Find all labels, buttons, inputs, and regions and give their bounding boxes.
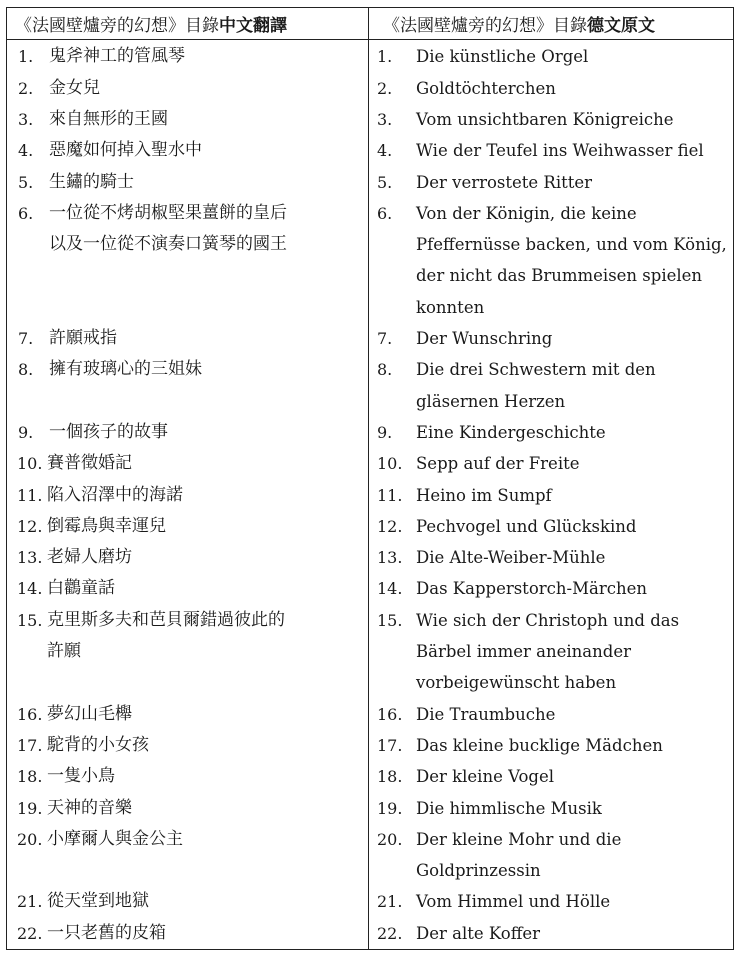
chinese-entry-title xyxy=(47,918,166,949)
table-header-row xyxy=(7,8,733,40)
german-entry xyxy=(369,417,733,448)
chinese-entry xyxy=(7,104,368,135)
chinese-entry-number: 10. xyxy=(17,454,43,474)
german-entry xyxy=(369,761,733,792)
german-entry-number: 11. xyxy=(377,485,403,505)
table-body-row xyxy=(7,40,733,949)
german-entry-title xyxy=(416,511,636,542)
german-entry-title xyxy=(416,448,580,479)
chinese-title-line: 倒霉鳥與幸運兒 xyxy=(47,515,166,536)
chinese-entry xyxy=(7,542,368,573)
chinese-title-line: 天神的音樂 xyxy=(47,797,132,818)
chinese-title-line: 一隻小鳥 xyxy=(47,766,115,787)
chinese-title-line: 一只老舊的皮箱 xyxy=(47,922,166,943)
german-entry-number: 6. xyxy=(377,203,393,223)
chinese-entry xyxy=(7,511,368,542)
german-entry xyxy=(369,793,733,824)
chinese-entry-title xyxy=(49,198,287,261)
german-title-line: Die drei Schwestern mit den xyxy=(416,360,656,380)
german-entry-title xyxy=(416,793,602,824)
german-entry-number: 5. xyxy=(377,172,393,192)
german-entry-number: 10. xyxy=(377,454,403,474)
german-title-line: Pfeffernüsse backen, und vom König, xyxy=(416,235,727,255)
chinese-entry-number: 12. xyxy=(17,516,43,536)
chinese-title-line: 一個孩子的故事 xyxy=(49,421,168,442)
chinese-entry-number: 13. xyxy=(17,548,43,568)
german-title-line: Eine Kindergeschichte xyxy=(416,422,606,442)
german-title-column xyxy=(369,40,733,949)
german-entry-number: 4. xyxy=(377,141,393,161)
german-entry-title xyxy=(416,542,605,573)
german-entry xyxy=(369,730,733,761)
chinese-entry-number: 15. xyxy=(17,610,43,630)
chinese-title-line: 克里斯多夫和芭貝爾錯過彼此的 xyxy=(47,609,285,630)
chinese-entry-title xyxy=(47,573,115,604)
german-entry-title xyxy=(416,354,656,417)
chinese-title-line: 許願 xyxy=(47,641,81,662)
german-entry xyxy=(369,41,733,72)
german-title-line: Die Traumbuche xyxy=(416,704,556,724)
german-entry-number: 13. xyxy=(377,548,403,568)
chinese-header-prefix: 《法國壁爐旁的幻想》目錄 xyxy=(15,16,219,37)
chinese-entry xyxy=(7,605,368,699)
chinese-entry xyxy=(7,793,368,824)
german-title-line: Von der Königin, die keine xyxy=(416,203,637,223)
german-entry xyxy=(369,104,733,135)
german-entry-number: 21. xyxy=(377,892,403,912)
german-title-line: Der Wunschring xyxy=(416,329,553,349)
chinese-entry-title xyxy=(49,167,134,198)
chinese-entry-title xyxy=(49,41,185,72)
german-entry xyxy=(369,323,733,354)
chinese-entry xyxy=(7,198,368,323)
chinese-header-bold: 中文翻譯 xyxy=(219,16,287,37)
chinese-entry xyxy=(7,480,368,511)
chinese-entry-number: 2. xyxy=(18,78,34,98)
chinese-entry xyxy=(7,448,368,479)
chinese-title-line: 一位從不烤胡椒堅果薑餅的皇后 xyxy=(49,202,287,223)
chinese-entry xyxy=(7,417,368,448)
chinese-title-line: 生鏽的騎士 xyxy=(49,171,134,192)
german-entry-title xyxy=(416,605,679,699)
german-entry-number: 17. xyxy=(377,735,403,755)
chinese-title-line: 陷入沼澤中的海諾 xyxy=(47,484,183,505)
chinese-entry-title xyxy=(47,793,132,824)
chinese-entry xyxy=(7,135,368,166)
german-entry-number: 1. xyxy=(377,47,393,67)
german-entry xyxy=(369,605,733,699)
german-entry xyxy=(369,542,733,573)
chinese-entry-title xyxy=(49,135,202,166)
german-entry-title xyxy=(416,918,540,949)
german-title-line: gläsernen Herzen xyxy=(416,391,566,411)
chinese-entry-number: 19. xyxy=(17,798,43,818)
german-entry-number: 8. xyxy=(377,360,393,380)
chinese-entry-number: 4. xyxy=(18,141,34,161)
chinese-entry-title xyxy=(47,480,183,511)
german-title-line: Der verrostete Ritter xyxy=(416,172,593,192)
german-entry xyxy=(369,354,733,417)
german-entry xyxy=(369,573,733,604)
german-entry-title xyxy=(416,135,704,166)
german-entry-title xyxy=(416,198,727,323)
chinese-entry-title xyxy=(47,699,132,730)
chinese-title-line: 小摩爾人與金公主 xyxy=(47,828,183,849)
german-entry-title xyxy=(416,323,552,354)
german-entry-number: 16. xyxy=(377,704,403,724)
german-entry xyxy=(369,480,733,511)
chinese-entry xyxy=(7,824,368,887)
chinese-title-column xyxy=(7,40,369,949)
german-title-line: Goldtöchterchen xyxy=(416,78,556,98)
german-title-line: Sepp auf der Freite xyxy=(416,454,580,474)
german-title-line: Goldprinzessin xyxy=(416,861,541,881)
chinese-entry-number: 5. xyxy=(18,172,34,192)
chinese-entry-number: 16. xyxy=(17,704,43,724)
chinese-entry xyxy=(7,573,368,604)
chinese-entry-title xyxy=(47,730,149,761)
chinese-title-line: 白鸛童話 xyxy=(47,578,115,599)
chinese-entry-title xyxy=(49,73,100,104)
german-entry xyxy=(369,135,733,166)
german-title-line: Vom unsichtbaren Königreiche xyxy=(416,109,674,129)
german-entry-number: 12. xyxy=(377,516,403,536)
german-title-line: Wie der Teufel ins Weihwasser fiel xyxy=(416,141,704,161)
chinese-title-line: 來自無形的王國 xyxy=(49,108,168,129)
chinese-entry-title xyxy=(49,104,168,135)
chinese-title-line: 老婦人磨坊 xyxy=(47,547,132,568)
german-title-line: Bärbel immer aneinander xyxy=(416,642,631,662)
german-title-line: Vom Himmel und Hölle xyxy=(416,892,611,912)
chinese-entry-title xyxy=(47,542,132,573)
chinese-entry-title xyxy=(49,417,168,448)
chinese-title-line: 以及一位從不演奏口簧琴的國王 xyxy=(49,234,287,255)
chinese-entry xyxy=(7,167,368,198)
german-entry-title xyxy=(416,167,592,198)
chinese-entry-title xyxy=(47,761,115,792)
chinese-entry-number: 14. xyxy=(17,579,43,599)
chinese-entry xyxy=(7,699,368,730)
chinese-entry-number: 9. xyxy=(18,422,34,442)
german-entry-number: 14. xyxy=(377,579,403,599)
german-entry-title xyxy=(416,41,588,72)
chinese-entry-number: 18. xyxy=(17,767,43,787)
chinese-entry-number: 17. xyxy=(17,735,43,755)
german-entry xyxy=(369,448,733,479)
chinese-title-line: 擁有玻璃心的三姐妹 xyxy=(49,359,202,380)
chinese-title-line: 駝背的小女孩 xyxy=(47,734,149,755)
chinese-entry-number: 21. xyxy=(17,892,43,912)
chinese-title-line: 從天堂到地獄 xyxy=(47,891,149,912)
chinese-entry xyxy=(7,323,368,354)
chinese-entry xyxy=(7,886,368,917)
german-entry-title xyxy=(416,699,555,730)
german-entry xyxy=(369,198,733,323)
german-entry-title xyxy=(416,573,647,604)
german-entry-number: 20. xyxy=(377,829,403,849)
german-entry-number: 22. xyxy=(377,923,403,943)
german-title-line: Pechvogel und Glückskind xyxy=(416,516,637,536)
german-title-line: vorbeigewünscht haben xyxy=(416,673,617,693)
german-entry-number: 15. xyxy=(377,610,403,630)
german-entry-title xyxy=(416,886,610,917)
chinese-entry-title xyxy=(47,448,132,479)
chinese-title-line: 惡魔如何掉入聖水中 xyxy=(49,140,202,161)
german-entry xyxy=(369,886,733,917)
german-title-line: der nicht das Brummeisen spielen xyxy=(416,266,703,286)
german-entry-title xyxy=(416,730,663,761)
german-entry-number: 18. xyxy=(377,767,403,787)
german-title-line: Die himmlische Musik xyxy=(416,798,602,818)
german-entry xyxy=(369,699,733,730)
chinese-column-header xyxy=(7,8,369,39)
german-entry-title xyxy=(416,104,674,135)
chinese-entry-number: 1. xyxy=(18,47,34,67)
german-header-bold: 德文原文 xyxy=(587,16,655,37)
german-title-line: Der kleine Mohr und die xyxy=(416,829,622,849)
toc-table xyxy=(6,7,734,950)
german-entry-number: 2. xyxy=(377,78,393,98)
chinese-entry-title xyxy=(47,824,183,855)
german-header-prefix: 《法國壁爐旁的幻想》目錄 xyxy=(383,16,587,37)
chinese-entry-number: 3. xyxy=(18,109,34,129)
german-entry-number: 3. xyxy=(377,109,393,129)
chinese-entry-number: 22. xyxy=(17,923,43,943)
chinese-entry-title xyxy=(49,354,202,385)
german-entry xyxy=(369,824,733,887)
chinese-title-line: 夢幻山毛櫸 xyxy=(47,703,132,724)
chinese-title-line: 賽普徵婚記 xyxy=(47,453,132,474)
chinese-entry-number: 6. xyxy=(18,203,34,223)
german-entry-number: 7. xyxy=(377,329,393,349)
german-title-line: Das kleine bucklige Mädchen xyxy=(416,735,663,755)
chinese-entry-number: 11. xyxy=(17,485,43,505)
german-title-line: Der kleine Vogel xyxy=(416,767,555,787)
chinese-title-line: 鬼斧神工的管風琴 xyxy=(49,46,185,67)
german-entry-title xyxy=(416,480,552,511)
chinese-entry xyxy=(7,73,368,104)
chinese-entry-title xyxy=(49,323,117,354)
german-title-line: Das Kapperstorch-Märchen xyxy=(416,579,647,599)
german-entry-title xyxy=(416,824,621,887)
german-title-line: Die künstliche Orgel xyxy=(416,47,589,67)
chinese-title-line: 金女兒 xyxy=(49,77,100,98)
chinese-entry-number: 20. xyxy=(17,829,43,849)
chinese-entry xyxy=(7,730,368,761)
german-entry-title xyxy=(416,73,556,104)
chinese-entry-title xyxy=(47,886,149,917)
chinese-entry-number: 7. xyxy=(18,329,34,349)
chinese-title-line: 許願戒指 xyxy=(49,328,117,349)
german-title-line: Der alte Koffer xyxy=(416,923,541,943)
chinese-entry xyxy=(7,354,368,417)
chinese-entry-number: 8. xyxy=(18,360,34,380)
german-entry-title xyxy=(416,761,554,792)
german-title-line: Wie sich der Christoph und das xyxy=(416,610,680,630)
chinese-entry-title xyxy=(47,605,285,668)
german-entry-number: 9. xyxy=(377,422,393,442)
german-entry-title xyxy=(416,417,606,448)
german-title-line: Die Alte-Weiber-Mühle xyxy=(416,548,606,568)
chinese-entry xyxy=(7,918,368,949)
chinese-entry xyxy=(7,761,368,792)
chinese-entry-title xyxy=(47,511,166,542)
german-column-header xyxy=(369,8,733,39)
german-entry xyxy=(369,918,733,949)
german-entry xyxy=(369,73,733,104)
german-title-line: Heino im Sumpf xyxy=(416,485,552,505)
chinese-entry xyxy=(7,41,368,72)
german-entry-number: 19. xyxy=(377,798,403,818)
german-entry xyxy=(369,511,733,542)
german-entry xyxy=(369,167,733,198)
german-title-line: konnten xyxy=(416,297,485,317)
